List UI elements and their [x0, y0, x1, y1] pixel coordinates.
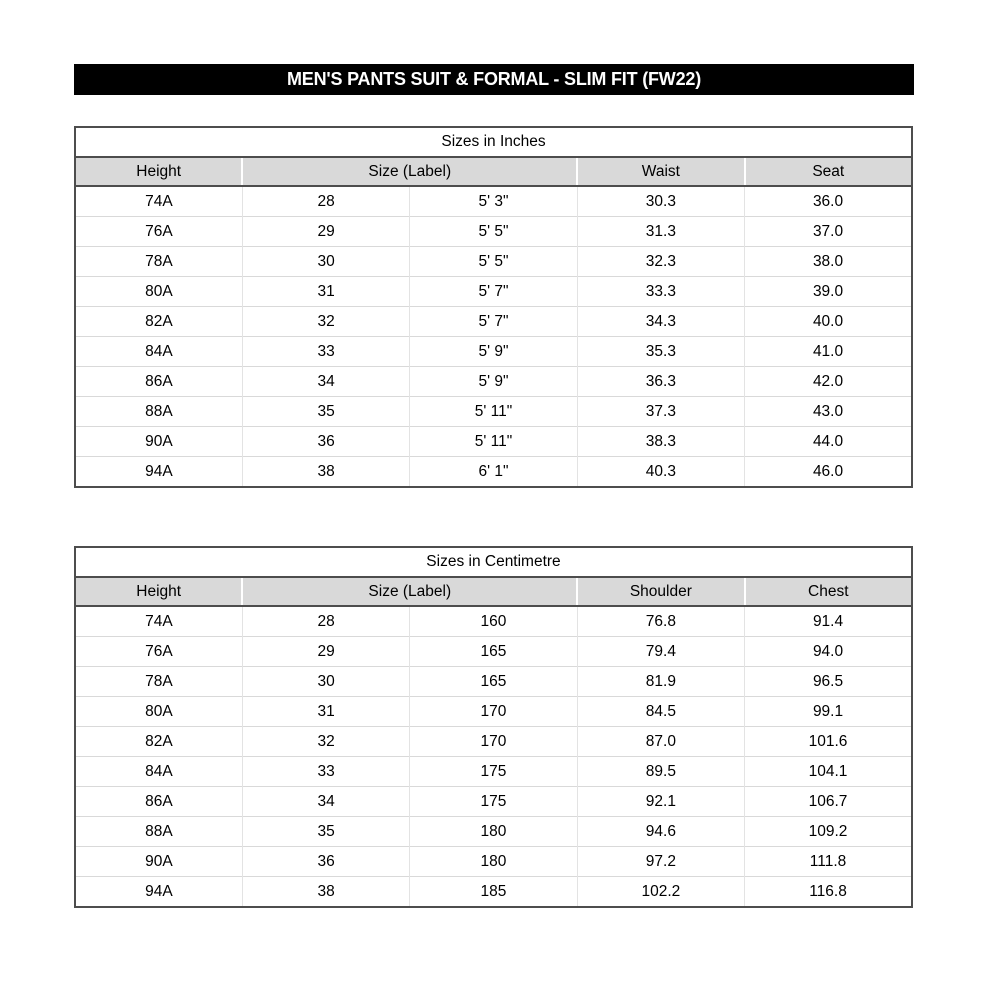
table-cell: 35	[242, 817, 409, 847]
table-cell: 90A	[75, 427, 242, 457]
table-cell: 96.5	[745, 667, 912, 697]
table-cell: 29	[242, 217, 409, 247]
table-cell: 34.3	[577, 307, 744, 337]
table-cell: 175	[410, 787, 577, 817]
table-cell: 33.3	[577, 277, 744, 307]
table-title-inches: Sizes in Inches	[75, 127, 912, 157]
table-cell: 165	[410, 637, 577, 667]
table-cell: 180	[410, 847, 577, 877]
table-cell: 81.9	[577, 667, 744, 697]
table-cell: 86A	[75, 787, 242, 817]
table-cell: 30.3	[577, 186, 744, 217]
table-cell: 180	[410, 817, 577, 847]
table-cell: 38	[242, 877, 409, 908]
table-row	[75, 667, 912, 697]
table-cell: 116.8	[745, 877, 912, 908]
table-title-row	[75, 127, 912, 157]
table-cell: 5' 9"	[410, 337, 577, 367]
table-cell: 160	[410, 606, 577, 637]
table-cell: 31	[242, 277, 409, 307]
table-cell: 34	[242, 787, 409, 817]
table-cell: 84A	[75, 337, 242, 367]
column-header-size-label: Size (Label)	[242, 577, 577, 606]
table-cell: 89.5	[577, 757, 744, 787]
table-cell: 35	[242, 397, 409, 427]
table-cell: 42.0	[745, 367, 912, 397]
table-cell: 30	[242, 667, 409, 697]
table-cell: 84A	[75, 757, 242, 787]
table-cell: 5' 5"	[410, 217, 577, 247]
size-table-inches	[74, 126, 913, 488]
table-cell: 31	[242, 697, 409, 727]
table-row	[75, 186, 912, 217]
table-cell: 90A	[75, 847, 242, 877]
table-cell: 101.6	[745, 727, 912, 757]
table-row	[75, 277, 912, 307]
table-cell: 40.3	[577, 457, 744, 488]
table-cell: 82A	[75, 727, 242, 757]
table-cell: 94.0	[745, 637, 912, 667]
table-row	[75, 397, 912, 427]
table-cell: 30	[242, 247, 409, 277]
table-cell: 32.3	[577, 247, 744, 277]
table-row	[75, 337, 912, 367]
table-cell: 37.0	[745, 217, 912, 247]
table-row	[75, 606, 912, 637]
table-cell: 29	[242, 637, 409, 667]
table-body-inches	[75, 186, 912, 487]
table-row	[75, 367, 912, 397]
table-cell: 76A	[75, 217, 242, 247]
table-cell: 80A	[75, 277, 242, 307]
table-cell: 165	[410, 667, 577, 697]
table-cell: 74A	[75, 186, 242, 217]
table-cell: 38	[242, 457, 409, 488]
table-cell: 80A	[75, 697, 242, 727]
column-header-seat: Seat	[745, 157, 912, 186]
table-cell: 78A	[75, 247, 242, 277]
table-cell: 82A	[75, 307, 242, 337]
table-cell: 5' 9"	[410, 367, 577, 397]
table-cell: 34	[242, 367, 409, 397]
table-cell: 40.0	[745, 307, 912, 337]
table-cell: 36.3	[577, 367, 744, 397]
column-header-waist: Waist	[577, 157, 744, 186]
table-cell: 44.0	[745, 427, 912, 457]
table-cell: 111.8	[745, 847, 912, 877]
table-row	[75, 307, 912, 337]
table-cell: 170	[410, 727, 577, 757]
table-cell: 170	[410, 697, 577, 727]
table-body-centimetre	[75, 606, 912, 907]
table-cell: 104.1	[745, 757, 912, 787]
page-title: MEN'S PANTS SUIT & FORMAL - SLIM FIT (FW22)	[287, 69, 701, 89]
table-cell: 88A	[75, 817, 242, 847]
table-cell: 74A	[75, 606, 242, 637]
table-cell: 175	[410, 757, 577, 787]
table-cell: 76.8	[577, 606, 744, 637]
table-cell: 88A	[75, 397, 242, 427]
table-title-row	[75, 547, 912, 577]
table-cell: 78A	[75, 667, 242, 697]
column-header-size-label: Size (Label)	[242, 157, 577, 186]
table-cell: 32	[242, 307, 409, 337]
table-cell: 28	[242, 186, 409, 217]
table-row	[75, 457, 912, 488]
table-cell: 5' 5"	[410, 247, 577, 277]
table-cell: 99.1	[745, 697, 912, 727]
table-row	[75, 247, 912, 277]
table-cell: 38.0	[745, 247, 912, 277]
column-header-shoulder: Shoulder	[577, 577, 744, 606]
table-cell: 94A	[75, 877, 242, 908]
table-row	[75, 697, 912, 727]
table-cell: 5' 11"	[410, 427, 577, 457]
table-cell: 6' 1"	[410, 457, 577, 488]
table-cell: 36.0	[745, 186, 912, 217]
table-row	[75, 637, 912, 667]
table-cell: 46.0	[745, 457, 912, 488]
table-cell: 39.0	[745, 277, 912, 307]
table-cell: 94.6	[577, 817, 744, 847]
table-header-row	[75, 577, 912, 606]
table-cell: 43.0	[745, 397, 912, 427]
table-cell: 33	[242, 337, 409, 367]
table-row	[75, 217, 912, 247]
column-header-chest: Chest	[745, 577, 912, 606]
table-cell: 102.2	[577, 877, 744, 908]
table-cell: 38.3	[577, 427, 744, 457]
table-cell: 31.3	[577, 217, 744, 247]
table-cell: 84.5	[577, 697, 744, 727]
table-cell: 109.2	[745, 817, 912, 847]
table-cell: 86A	[75, 367, 242, 397]
table-cell: 36	[242, 847, 409, 877]
table-cell: 35.3	[577, 337, 744, 367]
table-cell: 185	[410, 877, 577, 908]
table-row	[75, 727, 912, 757]
table-row	[75, 817, 912, 847]
table-cell: 41.0	[745, 337, 912, 367]
table-cell: 5' 7"	[410, 307, 577, 337]
table-cell: 87.0	[577, 727, 744, 757]
table-cell: 106.7	[745, 787, 912, 817]
table-cell: 33	[242, 757, 409, 787]
table-row	[75, 787, 912, 817]
table-cell: 97.2	[577, 847, 744, 877]
page-title-banner	[74, 64, 914, 95]
table-cell: 91.4	[745, 606, 912, 637]
table-row	[75, 427, 912, 457]
table-row	[75, 757, 912, 787]
table-title-centimetre: Sizes in Centimetre	[75, 547, 912, 577]
table-cell: 76A	[75, 637, 242, 667]
table-cell: 5' 11"	[410, 397, 577, 427]
table-cell: 28	[242, 606, 409, 637]
column-header-height: Height	[75, 157, 242, 186]
table-cell: 5' 3"	[410, 186, 577, 217]
table-cell: 92.1	[577, 787, 744, 817]
table-header-row	[75, 157, 912, 186]
table-row	[75, 847, 912, 877]
size-table-centimetre	[74, 546, 913, 908]
table-row	[75, 877, 912, 908]
table-cell: 5' 7"	[410, 277, 577, 307]
table-cell: 36	[242, 427, 409, 457]
column-header-height: Height	[75, 577, 242, 606]
table-cell: 37.3	[577, 397, 744, 427]
table-cell: 94A	[75, 457, 242, 488]
table-cell: 79.4	[577, 637, 744, 667]
table-cell: 32	[242, 727, 409, 757]
